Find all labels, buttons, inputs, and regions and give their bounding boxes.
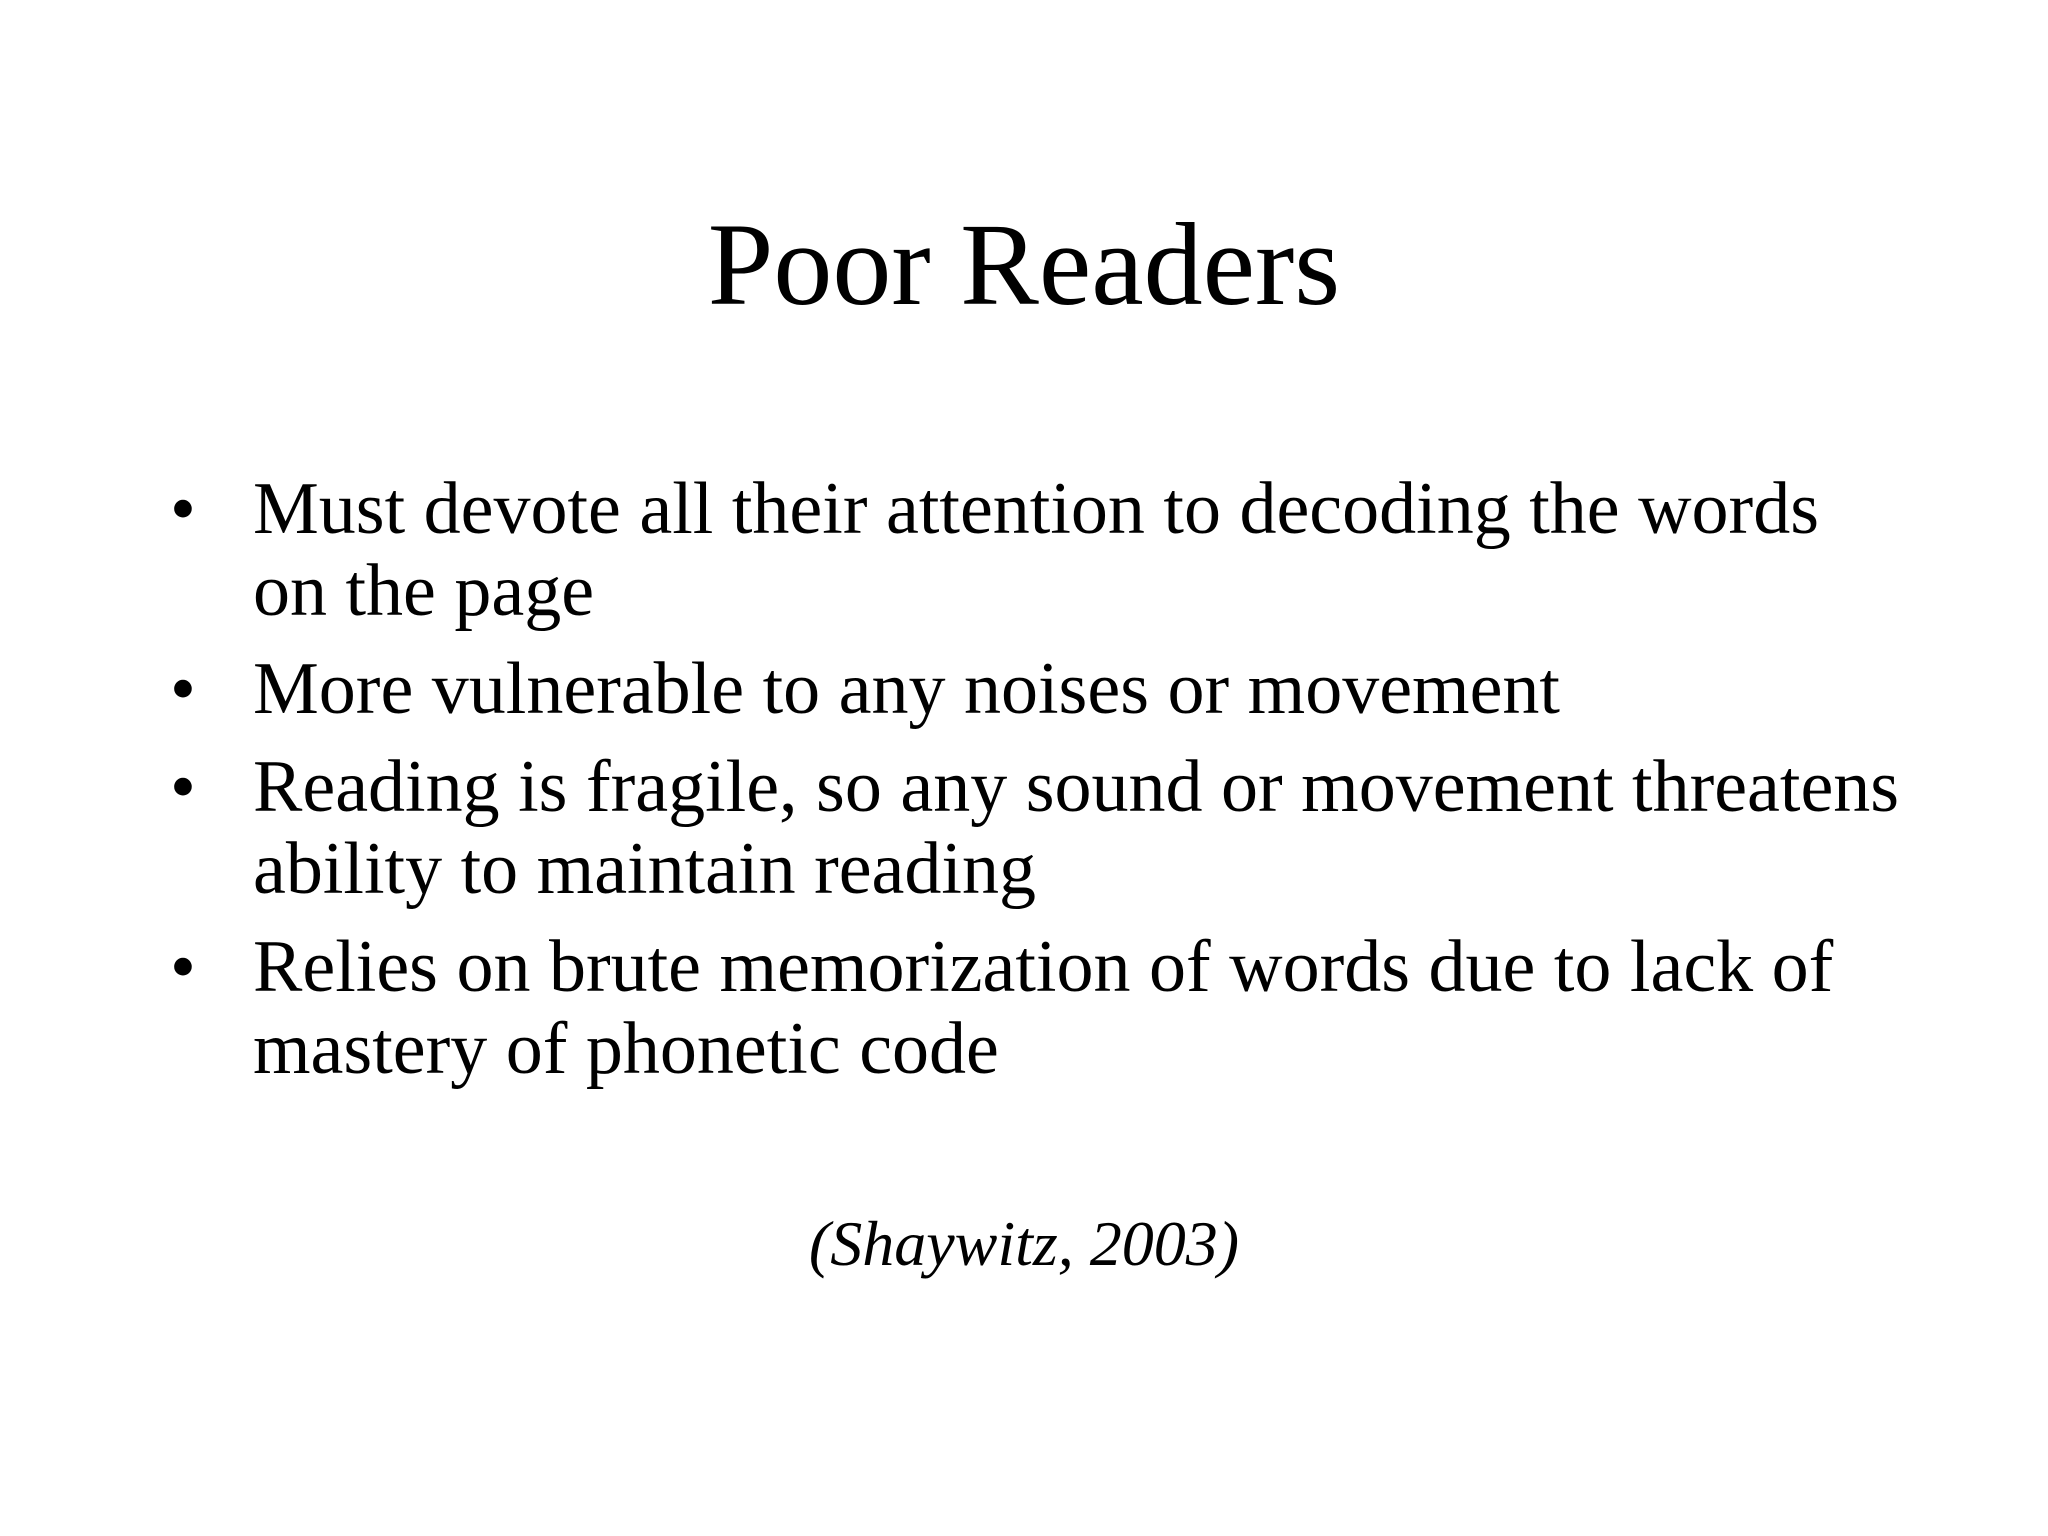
bullet-text: More vulnerable to any noises or movement: [253, 648, 1560, 730]
bullet-text: Reading is fragile, so any sound or movement threatens ability to maintain reading: [253, 746, 1900, 910]
slide-title: Poor Readers: [707, 199, 1341, 330]
bullet-item: [170, 468, 1910, 632]
bullet-item: [170, 746, 1910, 910]
bullet-icon: •: [170, 648, 196, 730]
citation: (Shaywitz, 2003): [808, 1208, 1240, 1279]
bullet-text: Must devote all their attention to decoding the words on the page: [253, 468, 1819, 632]
bullet-icon: •: [170, 746, 196, 828]
bullet-list: [170, 468, 1910, 1106]
bullet-item: [170, 648, 1910, 730]
bullet-item: [170, 926, 1910, 1090]
bullet-text: Relies on brute memorization of words due to lack of mastery of phonetic code: [253, 926, 1834, 1090]
bullet-icon: •: [170, 926, 196, 1008]
bullet-icon: •: [170, 468, 196, 550]
